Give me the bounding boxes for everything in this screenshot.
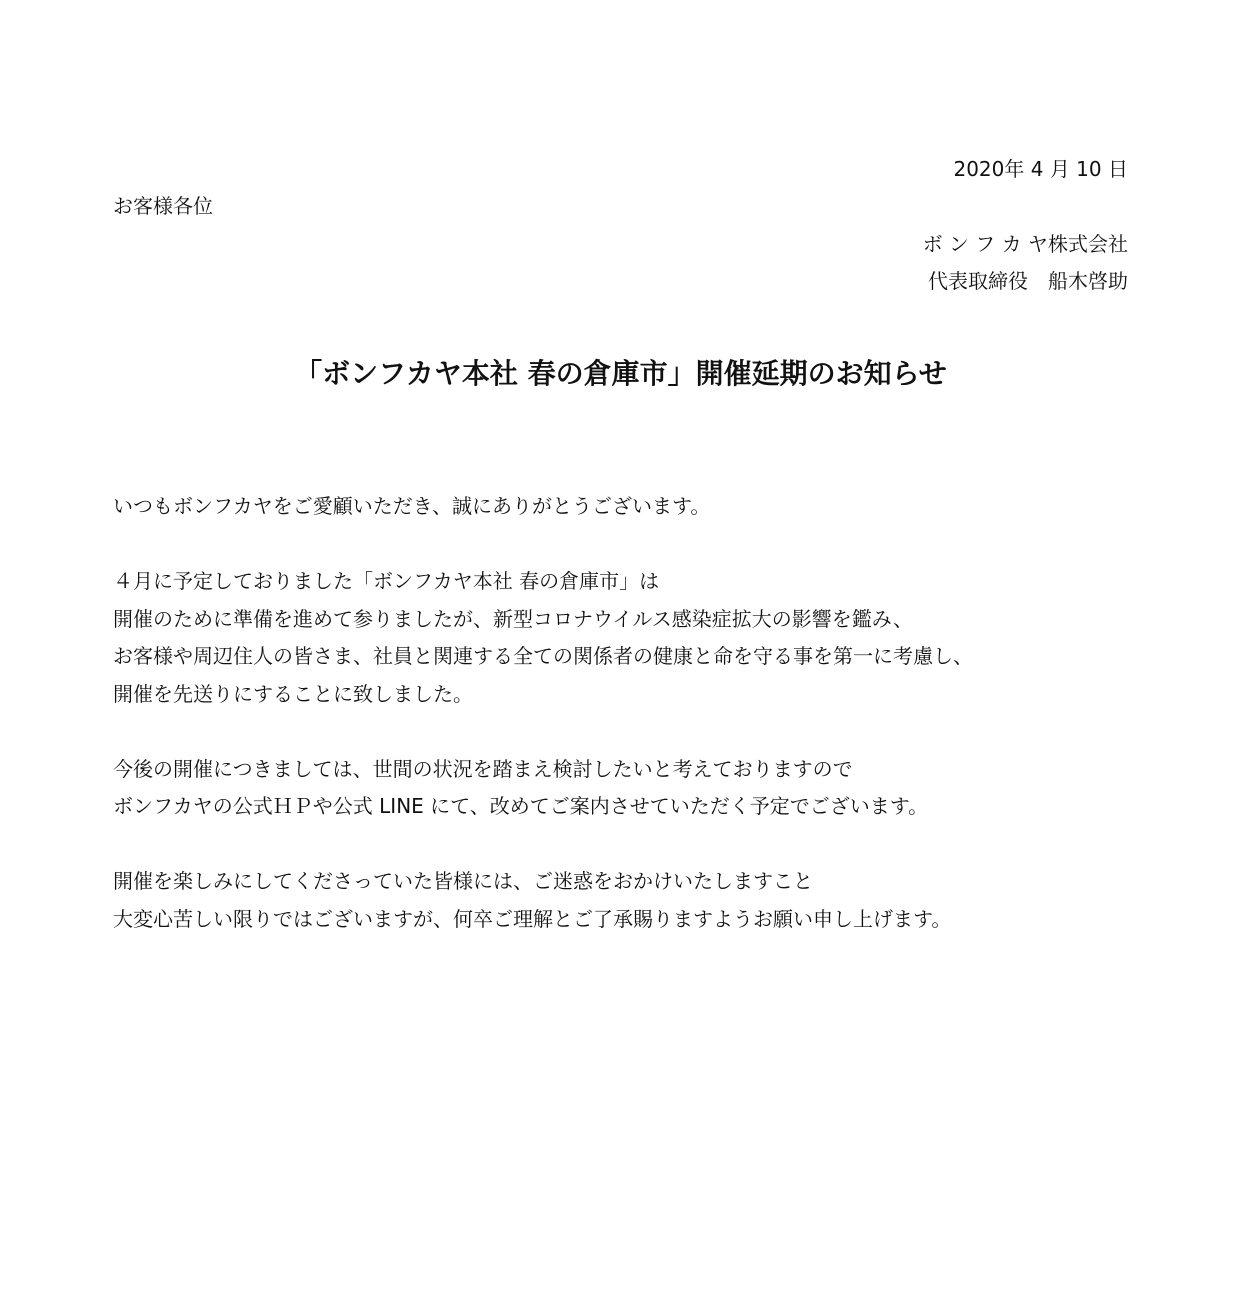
paragraph-line: お客様や周辺住人の皆さま、社員と関連する全ての関係者の健康と命を守る事を第一に考慮し、 [113,644,973,668]
document-title: 「ボンフカヤ本社 春の倉庫市」開催延期のお知らせ [294,357,947,390]
greeting-text: いつもボンフカヤをご愛顧いただき、誠にありがとうございます。 [113,494,711,518]
document-date: 2020年 4 月 10 日 [953,157,1128,181]
paragraph-line: 開催を楽しみにしてくださっていた皆様には、ご迷惑をおかけいたしますこと [113,869,813,893]
representative: 代表取締役 船木啓助 [928,269,1128,293]
addressee: お客様各位 [113,194,213,218]
paragraph-line: ボンフカヤの公式ＨＰや公式 LINE にて、改めてご案内させていただく予定でございます。 [113,794,929,818]
company-name: ボ ン フ カ ヤ株式会社 [922,232,1128,256]
paragraph-line: 開催のために準備を進めて参りましたが、新型コロナウイルス感染症拡大の影響を鑑み、 [113,607,913,631]
paragraph-line: 開催を先送りにすることに致しました。 [113,682,473,706]
paragraph-line: 今後の開催につきましては、世間の状況を踏まえ検討したいと考えておりますので [113,757,853,781]
paragraph-line: ４月に予定しておりました「ボンフカヤ本社 春の倉庫市」は [113,569,660,593]
paragraph-line: 大変心苦しい限りではございますが、何卒ご理解とご了承賜りますようお願い申し上げます。 [113,907,952,931]
